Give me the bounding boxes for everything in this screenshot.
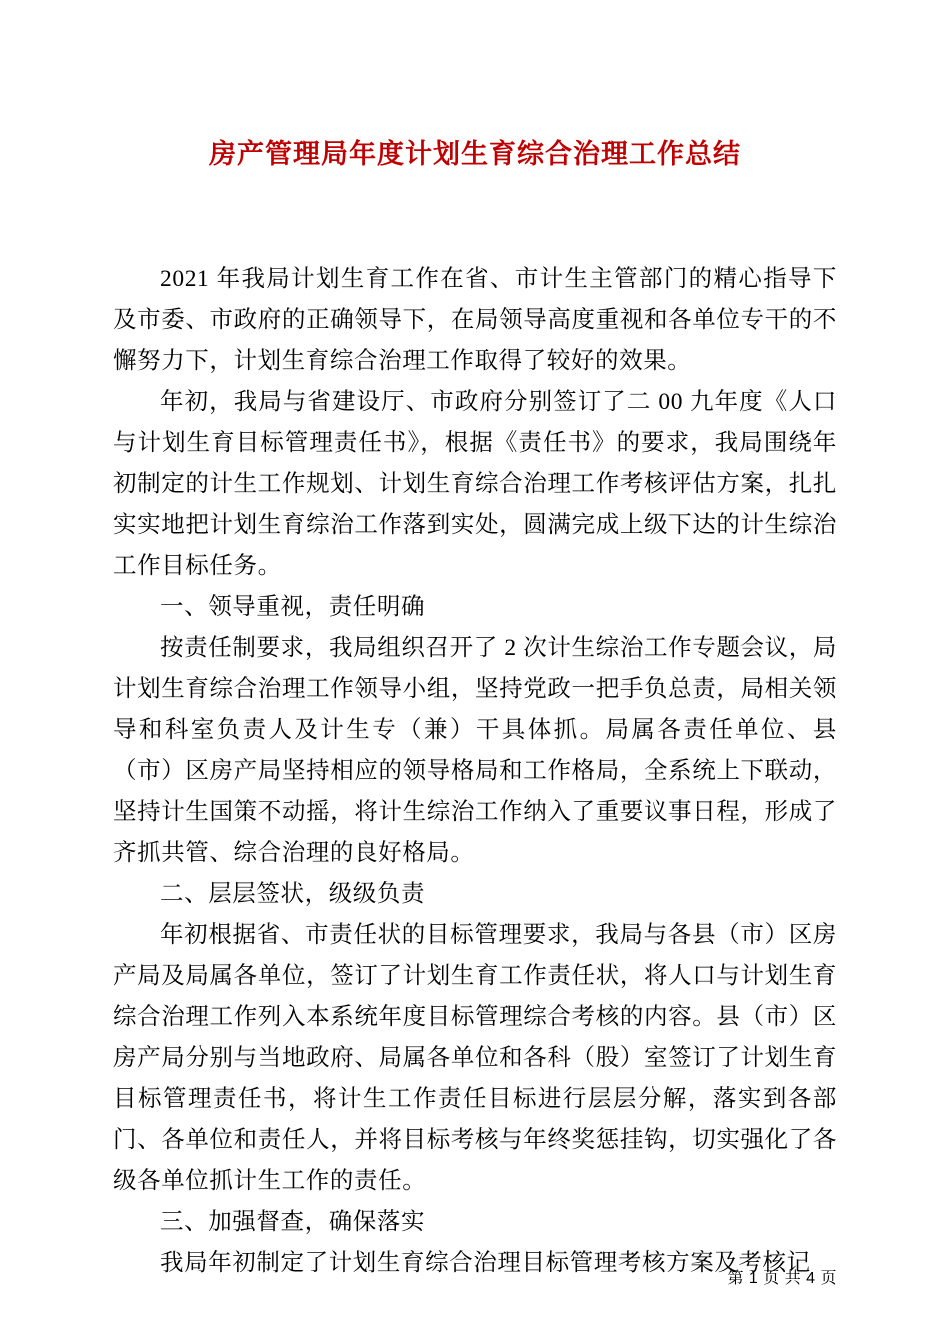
paragraph: 年初，我局与省建设厅、市政府分别签订了二 00 九年度《人口与计划生育目标管理责任书》，根据《责任书》的要求，我局围绕年初制定的计生工作规划、计划生育综合治理工作考核评估方案，扎扎实实地把计划生育综治工作落到实处，圆满完成上级下达的计生综治工作目标任务。 [113, 389, 837, 579]
document-body [0, 259, 950, 1284]
section-heading: 三、加强督查，确保落实 [160, 1209, 426, 1235]
page-number-footer: 第 1 页 共 4 页 [727, 1270, 837, 1287]
page-title: 房产管理局年度计划生育综合治理工作总结 [209, 139, 741, 169]
paragraph: 年初根据省、市责任状的目标管理要求，我局与各县（市）区房产局及局属各单位，签订了计划生育工作责任状，将人口与计划生育综合治理工作列入本系统年度目标管理综合考核的内容。县（市）区房产局分别与当地政府、局属各单位和各科（股）室签订了计划生育目标管理责任书，将计生工作责任目标进行层层分解，落实到各部门、各单位和责任人，并将目标考核与年终奖惩挂钩，切实强化了各级各单位抓计生工作的责任。 [113, 922, 837, 1194]
section-heading: 二、层层签状，级级负责 [160, 881, 426, 907]
paragraph: 2021 年我局计划生育工作在省、市计生主管部门的精心指导下及市委、市政府的正确领导下，在局领导高度重视和各单位专干的不懈努力下，计划生育综合治理工作取得了较好的效果。 [113, 266, 837, 374]
section-heading: 一、领导重视，责任明确 [160, 594, 426, 620]
paragraph: 按责任制要求，我局组织召开了 2 次计生综治工作专题会议，局计划生育综合治理工作领导小组，坚持党政一把手负总责，局相关领导和科室负责人及计生专（兼）干具体抓。局属各责任单位、县（市）区房产局坚持相应的领导格局和工作格局，全系统上下联动，坚持计生国策不动摇，将计生综治工作纳入了重要议事日程，形成了齐抓共管、综合治理的良好格局。 [113, 635, 837, 866]
paragraph: 我局年初制定了计划生育综合治理目标管理考核方案及考核记 [160, 1250, 811, 1276]
